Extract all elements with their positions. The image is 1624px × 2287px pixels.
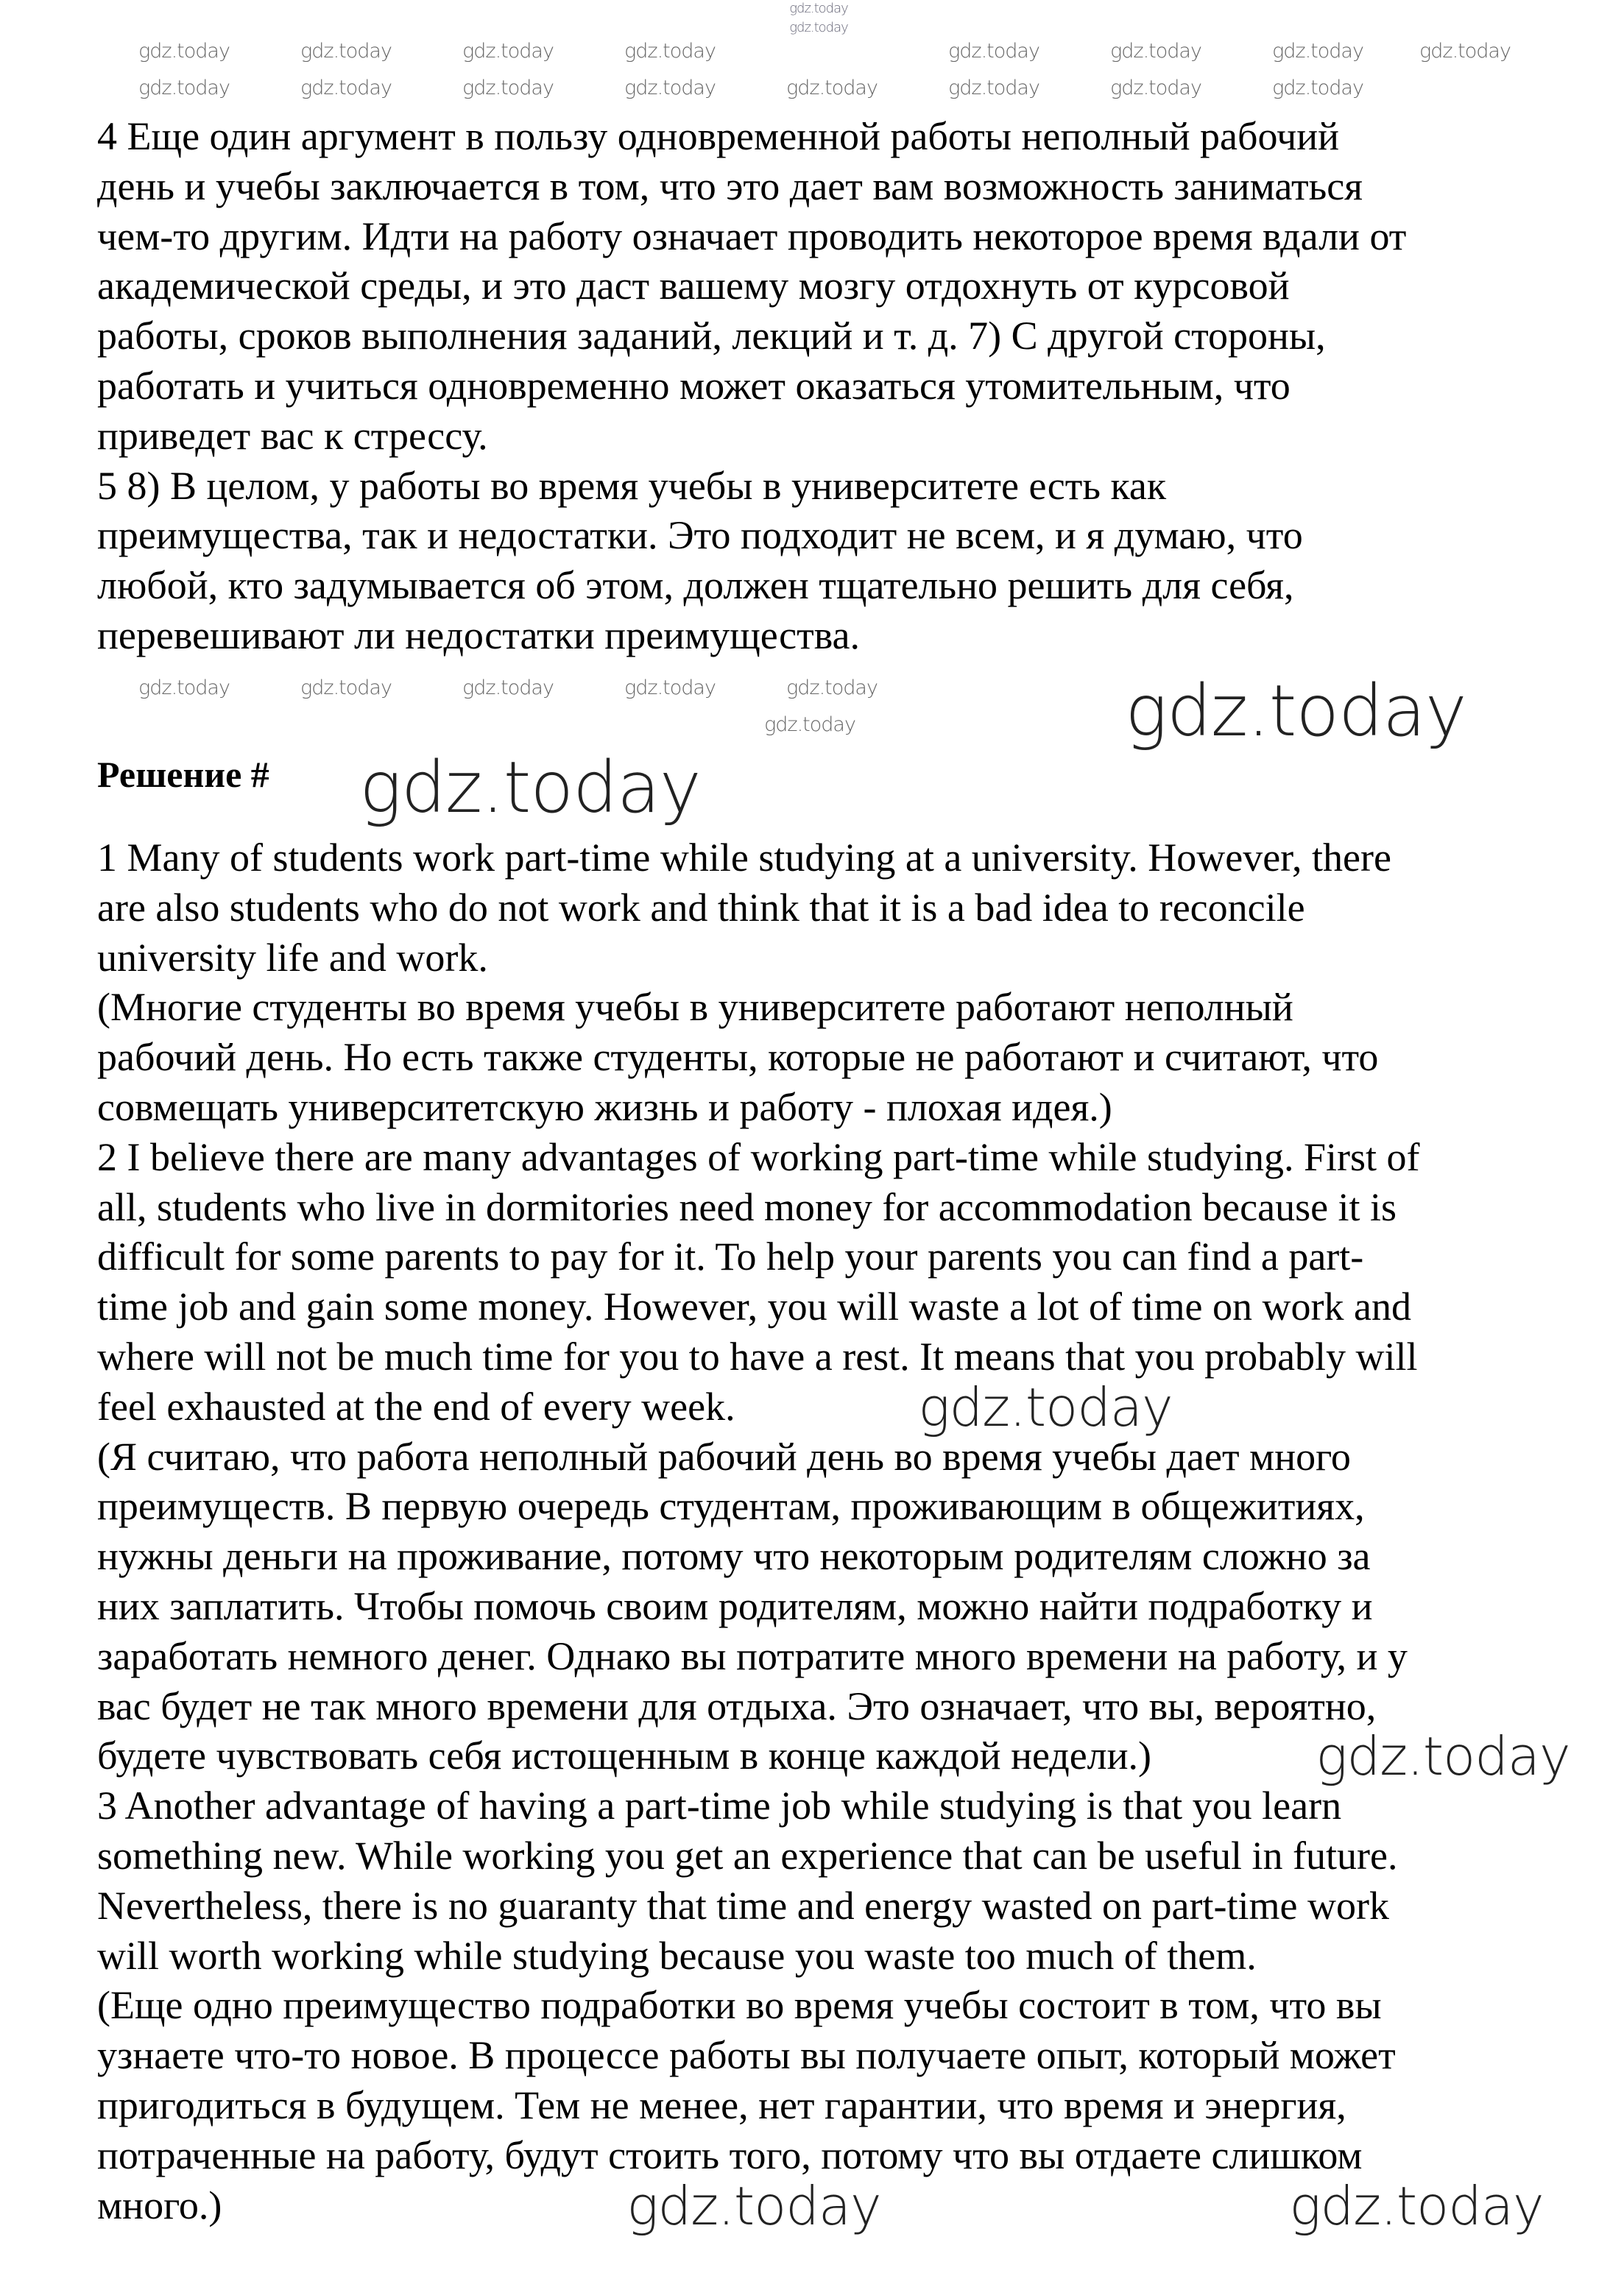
watermark: gdz.today [1289,2175,1544,2237]
watermark: gdz.today [626,2175,881,2237]
text-line: all, students who live in dormitories need money for accommodation because it is [97,1184,1397,1229]
text-line: узнаете что-то новое. В процессе работы вы получаете опыт, который может [97,2033,1396,2078]
watermark: gdz.today [359,746,701,829]
text-line: любой, кто задумывается об этом, должен тщательно решить для себя, [97,563,1294,608]
text-line: вас будет не так много времени для отдыха. Это означает, что вы, вероятно, [97,1683,1377,1728]
watermark: gdz.today [1419,40,1511,63]
watermark: gdz.today [624,40,716,63]
text-line: чем-то другим. Идти на работу означает проводить некоторое время вдали от [97,213,1407,258]
text-line: (Я считаю, что работа неполный рабочий день во время учебы дает много [97,1434,1351,1479]
watermark: gdz.today [462,676,554,699]
watermark: gdz.today [1110,77,1201,99]
watermark: gdz.today [764,713,855,736]
watermark: gdz.today [624,77,716,99]
text-line: много.) [97,2182,222,2227]
watermark: gdz.today [948,40,1039,63]
text-line: преимуществ. В первую очередь студентам, проживающим в общежитиях, [97,1484,1365,1529]
text-line: something new. While working you get an experience that can be useful in future. [97,1833,1398,1878]
text-line: will worth working while studying because you waste too much of them. [97,1933,1257,1978]
text-line: 5 8) В целом, у работы во время учебы в университете есть как [97,463,1167,508]
watermark: gdz.today [1110,40,1201,63]
text-line: нужны деньги на проживание, потому что некоторым родителям сложно за [97,1534,1371,1579]
watermark: gdz.today [138,676,230,699]
watermark: gdz.today [918,1376,1173,1438]
watermark: gdz.today [789,1,848,16]
text-line: перевешивают ли недостатки преимущества. [97,612,860,657]
solution-heading: Решение # [97,754,269,795]
watermark: gdz.today [786,676,878,699]
watermark: gdz.today [1125,670,1466,752]
watermark: gdz.today [138,77,230,99]
text-line: день и учебы заключается в том, что это дает вам возможность заниматься [97,163,1363,208]
text-line: них заплатить. Чтобы помочь своим родителям, можно найти подработку и [97,1583,1373,1628]
text-line: преимущества, так и недостатки. Это подходит не всем, и я думаю, что [97,513,1303,558]
text-line: are also students who do not work and think that it is a bad idea to reconcile [97,885,1305,930]
watermark: gdz.today [948,77,1039,99]
watermark: gdz.today [300,40,392,63]
text-line: 1 Many of students work part-time while studying at a university. However, there [97,835,1391,880]
watermark: gdz.today [789,20,848,35]
watermark: gdz.today [786,77,878,99]
watermark: gdz.today [1316,1725,1570,1787]
watermark: gdz.today [138,40,230,63]
text-line: приведет вас к стрессу. [97,413,488,458]
text-line: Nevertheless, there is no guaranty that time and energy wasted on part-time work [97,1883,1389,1928]
text-line: заработать немного денег. Однако вы потратите много времени на работу, и у [97,1633,1408,1678]
text-line: where will not be much time for you to have a rest. It means that you probably will [97,1334,1418,1379]
text-line: работы, сроков выполнения заданий, лекций и т. д. 7) С другой стороны, [97,314,1326,358]
watermark: gdz.today [300,676,392,699]
text-line: feel exhausted at the end of every week. [97,1384,735,1429]
text-line: (Еще одно преимущество подработки во время учебы состоит в том, что вы [97,1983,1382,2028]
text-line: рабочий день. Но есть также студенты, которые не работают и считают, что [97,1035,1379,1080]
text-line: 3 Another advantage of having a part-time job while studying is that you learn [97,1784,1342,1828]
watermark: gdz.today [300,77,392,99]
text-line: академической среды, и это даст вашему мозгу отдохнуть от курсовой [97,264,1290,308]
text-line: пригодиться в будущем. Тем не менее, нет гарантии, что время и энергия, [97,2082,1346,2127]
text-line: 4 Еще один аргумент в пользу одновременной работы неполный рабочий [97,114,1340,158]
watermark: gdz.today [462,77,554,99]
russian-text-block [97,112,1406,661]
text-line: (Многие студенты во время учебы в университете работают неполный [97,985,1293,1030]
watermark: gdz.today [624,676,716,699]
text-line: будете чувствовать себя истощенным в конце каждой недели.) [97,1733,1152,1778]
text-line: совмещать университетскую жизнь и работу - плохая идея.) [97,1084,1112,1129]
text-line: потраченные на работу, будут стоить того, потому что вы отдаете слишком [97,2132,1363,2177]
watermark: gdz.today [1272,40,1363,63]
text-line: работать и учиться одновременно может оказаться утомительным, что [97,363,1291,408]
watermark: gdz.today [1272,77,1363,99]
text-line: 2 I believe there are many advantages of working part-time while studying. First of [97,1134,1420,1179]
watermark: gdz.today [462,40,554,63]
text-line: university life and work. [97,935,488,980]
text-line: difficult for some parents to pay for it. To help your parents you can find a part- [97,1234,1364,1279]
text-line: time job and gain some money. However, you will waste a lot of time on work and [97,1284,1411,1329]
